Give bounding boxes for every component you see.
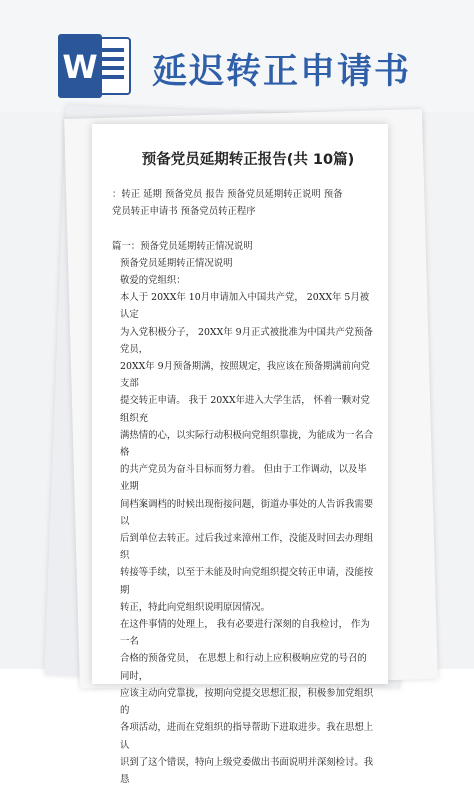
- banner-title: 延迟转正申请书: [152, 52, 412, 92]
- svg-text:W: W: [62, 48, 98, 86]
- section-heading: 篇一：预备党员延期转正情况说明: [112, 240, 253, 252]
- word-document-icon: [56, 34, 134, 98]
- salutation: 敬爱的党组织：: [120, 275, 186, 287]
- document-content: [112, 152, 374, 788]
- paragraph-2: 在这件事情的处理上， 我有必要进行深刻的自我检讨， 作为一名 合格的预备党员， 在思想上和行动上应积极响应党的号召的同时， 应该主动向党靠拢，按期向党提交思想汇报，积极参加党组织的 各项活动，进而在党组织的指导帮助下进取进步。我在思想上认 识到了这个错误，特向上级党委做出书面说明并深刻检讨。我恳: [120, 619, 374, 785]
- document-title: 预备党员延期转正报告(共 10篇): [141, 152, 355, 168]
- section-subtitle: 预备党员延期转正情况说明: [120, 257, 233, 269]
- paragraph-1: 本人于 20XX年 10月申请加入中国共产党， 20XX年 5月被认定 为入党积极分子， 20XX年 9月正式被批准为中国共产党预备党员， 20XX年 9月预备期满，按照规定，我应该在预备期满前向党支部 提交转正申请。 我于 20XX年进入大学生活， 怀着一颗对党组织充 满热情的心，以实际行动积极向党组织靠拢，为能成为一名合格 的共产党员为奋斗目标而努力着。 但由于工作调动，以及毕业期 间档案调档的时候出现衔接问题，街道办事处的人告诉我需要以 后到单位去转正。过后我过来漳州工作，没能及时回去办理组织 转接等手续，以至于未能及时向党组织提交转正申请，没能按期 转正，特此向党组织说明原因情况。: [120, 292, 374, 613]
- header-banner: [0, 0, 474, 112]
- keywords-line: ：转正 延期 预备党员 报告 预备党员延期转正说明 预备 党员转正申请书 预备党员转正程序: [112, 189, 343, 218]
